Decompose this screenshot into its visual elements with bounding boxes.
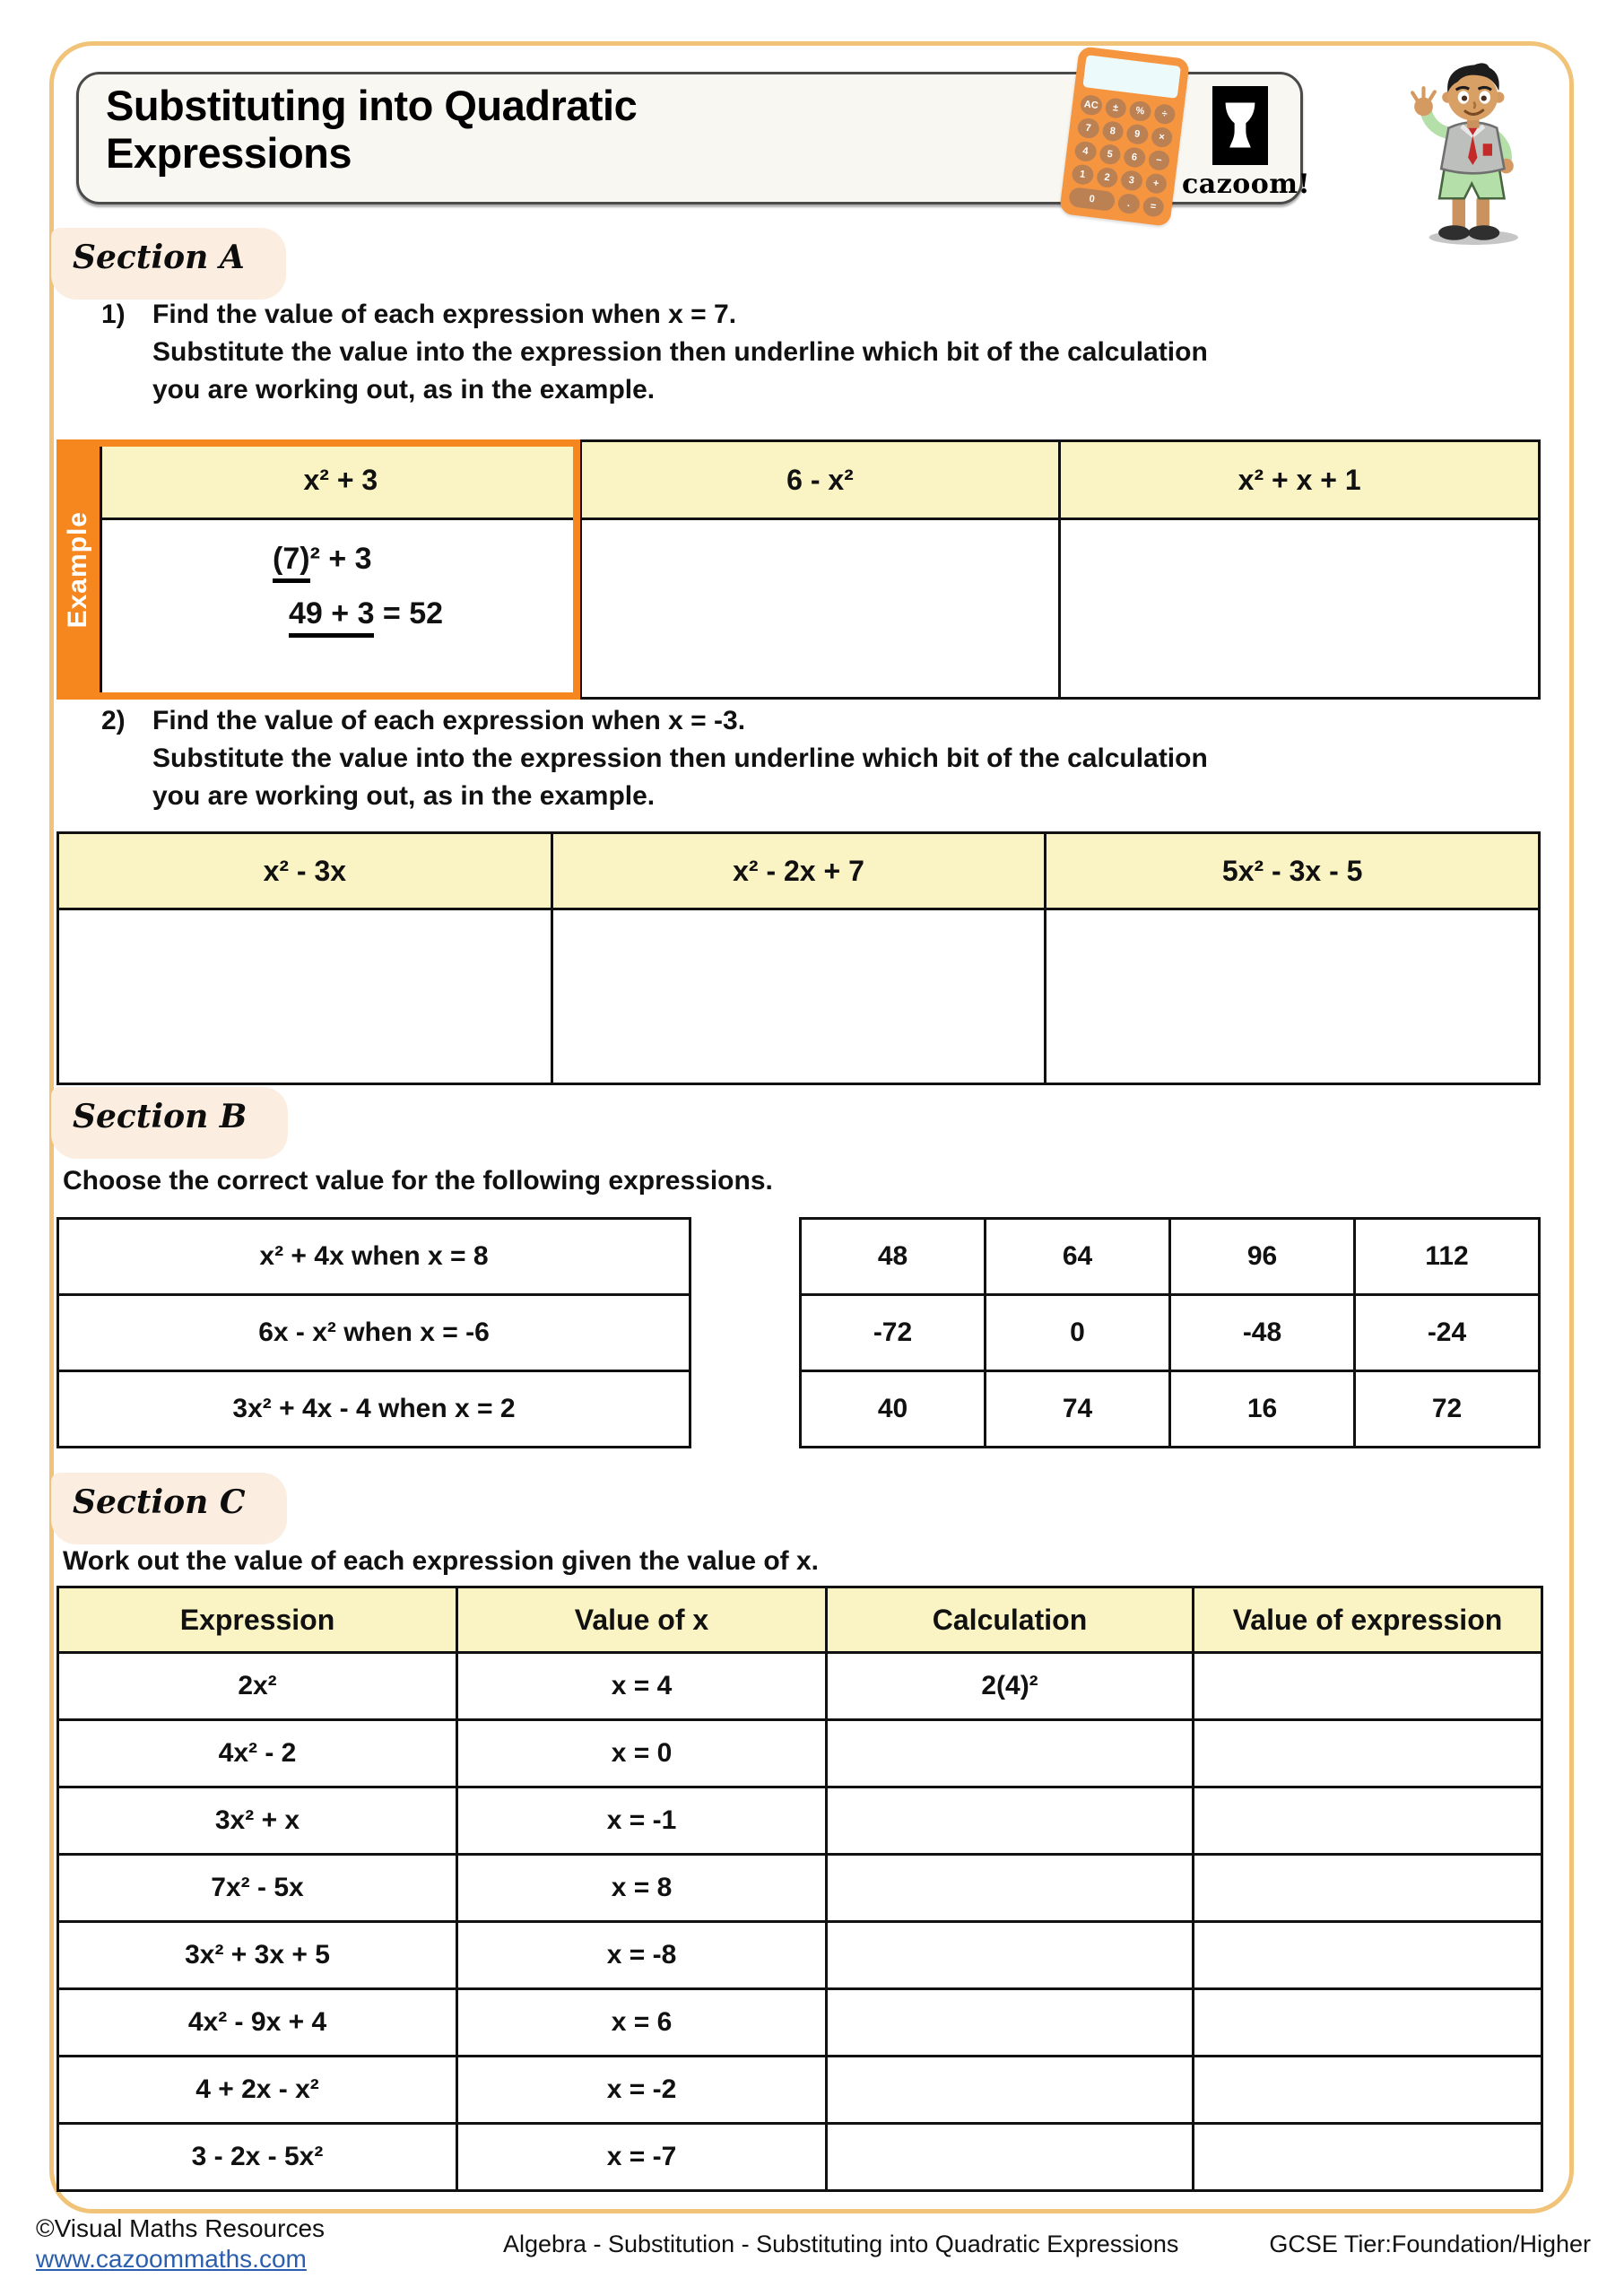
value-of-x-cell: x = -7 xyxy=(457,2124,827,2191)
calc-key: = xyxy=(1142,196,1165,218)
calc-key: % xyxy=(1128,100,1151,123)
calc-key: × xyxy=(1150,126,1173,149)
page-title-line2: Expressions xyxy=(106,129,352,178)
section-c-title: Section C xyxy=(73,1483,246,1521)
value-of-x-cell: x = -8 xyxy=(457,1922,827,1989)
table-row xyxy=(58,1720,1542,1787)
question-1-text xyxy=(152,296,1208,409)
option-cell: 0 xyxy=(986,1295,1170,1371)
value-of-x-cell: x = 6 xyxy=(457,1989,827,2057)
example-strip-label: Example xyxy=(63,510,92,629)
result-cell xyxy=(1194,1922,1542,1989)
question-1-number: 1) xyxy=(101,300,126,329)
option-cell: -24 xyxy=(1355,1295,1540,1371)
cazoommaths-link[interactable]: www.cazoommaths.com xyxy=(36,2245,307,2273)
table-row xyxy=(58,1787,1542,1855)
table-row xyxy=(58,1922,1542,1989)
calculation-cell xyxy=(827,1989,1194,2057)
calculator-icon xyxy=(1059,46,1190,227)
cazoom-logo xyxy=(1182,86,1311,200)
section-c-table xyxy=(56,1586,1541,2192)
option-cell: -72 xyxy=(801,1295,986,1371)
calculation-cell xyxy=(827,1922,1194,1989)
section-a-badge xyxy=(51,228,286,300)
answer-cell xyxy=(58,909,552,1084)
calculator-keys xyxy=(1068,94,1177,218)
calculation-cell xyxy=(827,1855,1194,1922)
expression-header-2: x² - 2x + 7 xyxy=(551,833,1046,909)
example-strip xyxy=(56,439,100,700)
option-cell: 72 xyxy=(1355,1371,1540,1448)
gcse-tier-text: GCSE Tier:Foundation/Higher xyxy=(1269,2230,1591,2257)
calc-key: 6 xyxy=(1123,146,1146,169)
section-b-options-table xyxy=(799,1217,1541,1448)
expression-cell: 4x² - 9x + 4 xyxy=(58,1989,457,2057)
result-cell xyxy=(1194,1787,1542,1855)
question-1-line2: Substitute the value into the expression then underline which bit of the calculation xyxy=(152,337,1208,367)
option-cell: 112 xyxy=(1355,1219,1540,1295)
question-2-table xyxy=(56,831,1541,1085)
expression-cell: 4 + 2x - x² xyxy=(58,2057,457,2124)
question-2 xyxy=(101,702,1208,815)
value-of-x-cell: x = 8 xyxy=(457,1855,827,1922)
page-title xyxy=(106,82,637,177)
section-b-tables xyxy=(56,1217,1541,1448)
question-1-line1: Find the value of each expression when x = 7. xyxy=(152,300,737,329)
value-of-x-cell: x = 4 xyxy=(457,1653,827,1720)
col-header-expression: Expression xyxy=(58,1587,457,1653)
section-b-badge xyxy=(51,1087,288,1159)
result-cell xyxy=(1194,1855,1542,1922)
expression-cell: 3x² + x xyxy=(58,1787,457,1855)
section-b-instruction: Choose the correct value for the following expressions. xyxy=(63,1166,773,1196)
question-1-line3: you are working out, as in the example. xyxy=(152,375,656,404)
expression-cell: 2x² xyxy=(58,1653,457,1720)
question-2-number: 2) xyxy=(101,706,126,735)
section-b-expressions-table xyxy=(56,1217,691,1448)
calc-key: 1 xyxy=(1071,163,1094,186)
col-header-calculation: Calculation xyxy=(827,1587,1194,1653)
result-cell xyxy=(1194,1720,1542,1787)
option-cell: 96 xyxy=(1170,1219,1355,1295)
worksheet-topic-text: Algebra - Substitution - Substituting into Quadratic Expressions xyxy=(502,2230,1179,2257)
footer-left xyxy=(36,2213,413,2274)
expression-cell: 3x² + 4x - 4 when x = 2 xyxy=(58,1371,690,1448)
question-2-text xyxy=(152,702,1208,815)
table-row xyxy=(58,1855,1542,1922)
calc-key: 2 xyxy=(1095,167,1118,189)
copyright-text: ©Visual Maths Resources xyxy=(36,2214,326,2242)
section-a-title: Section A xyxy=(73,239,245,276)
option-cell: 48 xyxy=(801,1219,986,1295)
section-b-title: Section B xyxy=(73,1098,248,1135)
calc-key-zero: 0 xyxy=(1068,187,1116,212)
footer xyxy=(36,2213,1596,2274)
calculator-screen xyxy=(1082,55,1181,99)
calc-key: ± xyxy=(1104,97,1127,119)
result-cell xyxy=(1194,1653,1542,1720)
calculation-cell xyxy=(827,1787,1194,1855)
expression-cell: 7x² - 5x xyxy=(58,1855,457,1922)
answer-cell xyxy=(1046,909,1540,1084)
calc-key: AC xyxy=(1080,94,1103,117)
table-row xyxy=(58,1653,1542,1720)
result-cell xyxy=(1194,2057,1542,2124)
col-header-value-of-x: Value of x xyxy=(457,1587,827,1653)
calc-key: ÷ xyxy=(1153,103,1177,126)
cazoom-logo-text: cazoom! xyxy=(1182,169,1311,200)
calc-key: 7 xyxy=(1077,117,1100,140)
calc-key: 8 xyxy=(1101,120,1125,143)
option-cell: -48 xyxy=(1170,1295,1355,1371)
answer-cell xyxy=(1060,519,1540,699)
question-2-line2: Substitute the value into the expression then underline which bit of the calculation xyxy=(152,744,1208,773)
section-c-instruction: Work out the value of each expression given the value of x. xyxy=(63,1546,820,1576)
expression-cell: x² + 4x when x = 8 xyxy=(58,1219,690,1295)
result-cell xyxy=(1194,1989,1542,2057)
expression-header-2: 6 - x² xyxy=(580,441,1060,519)
calculation-cell xyxy=(827,2057,1194,2124)
calc-key: + xyxy=(1144,172,1168,195)
expression-cell: 3 - 2x - 5x² xyxy=(58,2124,457,2191)
expression-header-1: x² - 3x xyxy=(58,833,552,909)
table-row xyxy=(58,1989,1542,2057)
expression-header-1: x² + 3 xyxy=(101,441,581,519)
calculation-cell: 2(4)² xyxy=(827,1653,1194,1720)
question-1 xyxy=(101,296,1208,409)
calculation-cell xyxy=(827,2124,1194,2191)
value-of-x-cell: x = 0 xyxy=(457,1720,827,1787)
expression-cell: 6x - x² when x = -6 xyxy=(58,1295,690,1371)
question-1-table xyxy=(56,439,1541,700)
expression-header-3: 5x² - 3x - 5 xyxy=(1046,833,1540,909)
example-working-cell xyxy=(101,519,581,699)
expression-header-3: x² + x + 1 xyxy=(1060,441,1540,519)
answer-cell xyxy=(551,909,1046,1084)
calc-key: 5 xyxy=(1099,144,1122,166)
table-row xyxy=(58,2057,1542,2124)
expression-cell: 4x² - 2 xyxy=(58,1720,457,1787)
answer-cell xyxy=(580,519,1060,699)
value-of-x-cell: x = -2 xyxy=(457,2057,827,2124)
calc-key: 9 xyxy=(1125,123,1149,145)
option-cell: 40 xyxy=(801,1371,986,1448)
col-header-value-of-expression: Value of expression xyxy=(1194,1587,1542,1653)
example-working-line1: (7)² + 3 xyxy=(273,542,579,577)
cazoom-drum-icon xyxy=(1212,86,1268,165)
result-cell xyxy=(1194,2124,1542,2191)
calc-key: 4 xyxy=(1073,140,1097,162)
example-working-line2: 49 + 3 = 52 xyxy=(289,596,579,631)
expression-cell: 3x² + 3x + 5 xyxy=(58,1922,457,1989)
table-row xyxy=(58,2124,1542,2191)
page-title-line1: Substituting into Quadratic xyxy=(106,82,638,129)
student-character-illustration xyxy=(1384,56,1545,246)
value-of-x-cell: x = -1 xyxy=(457,1787,827,1855)
question-2-line3: you are working out, as in the example. xyxy=(152,781,656,811)
section-c-badge xyxy=(51,1473,287,1544)
calc-key: 3 xyxy=(1120,170,1143,192)
calc-key: . xyxy=(1117,193,1141,215)
question-2-line1: Find the value of each expression when x = -3. xyxy=(152,706,746,735)
option-cell: 64 xyxy=(986,1219,1170,1295)
section-b-gap xyxy=(691,1217,799,1448)
calc-key: − xyxy=(1147,150,1170,172)
option-cell: 74 xyxy=(986,1371,1170,1448)
option-cell: 16 xyxy=(1170,1371,1355,1448)
calculation-cell xyxy=(827,1720,1194,1787)
